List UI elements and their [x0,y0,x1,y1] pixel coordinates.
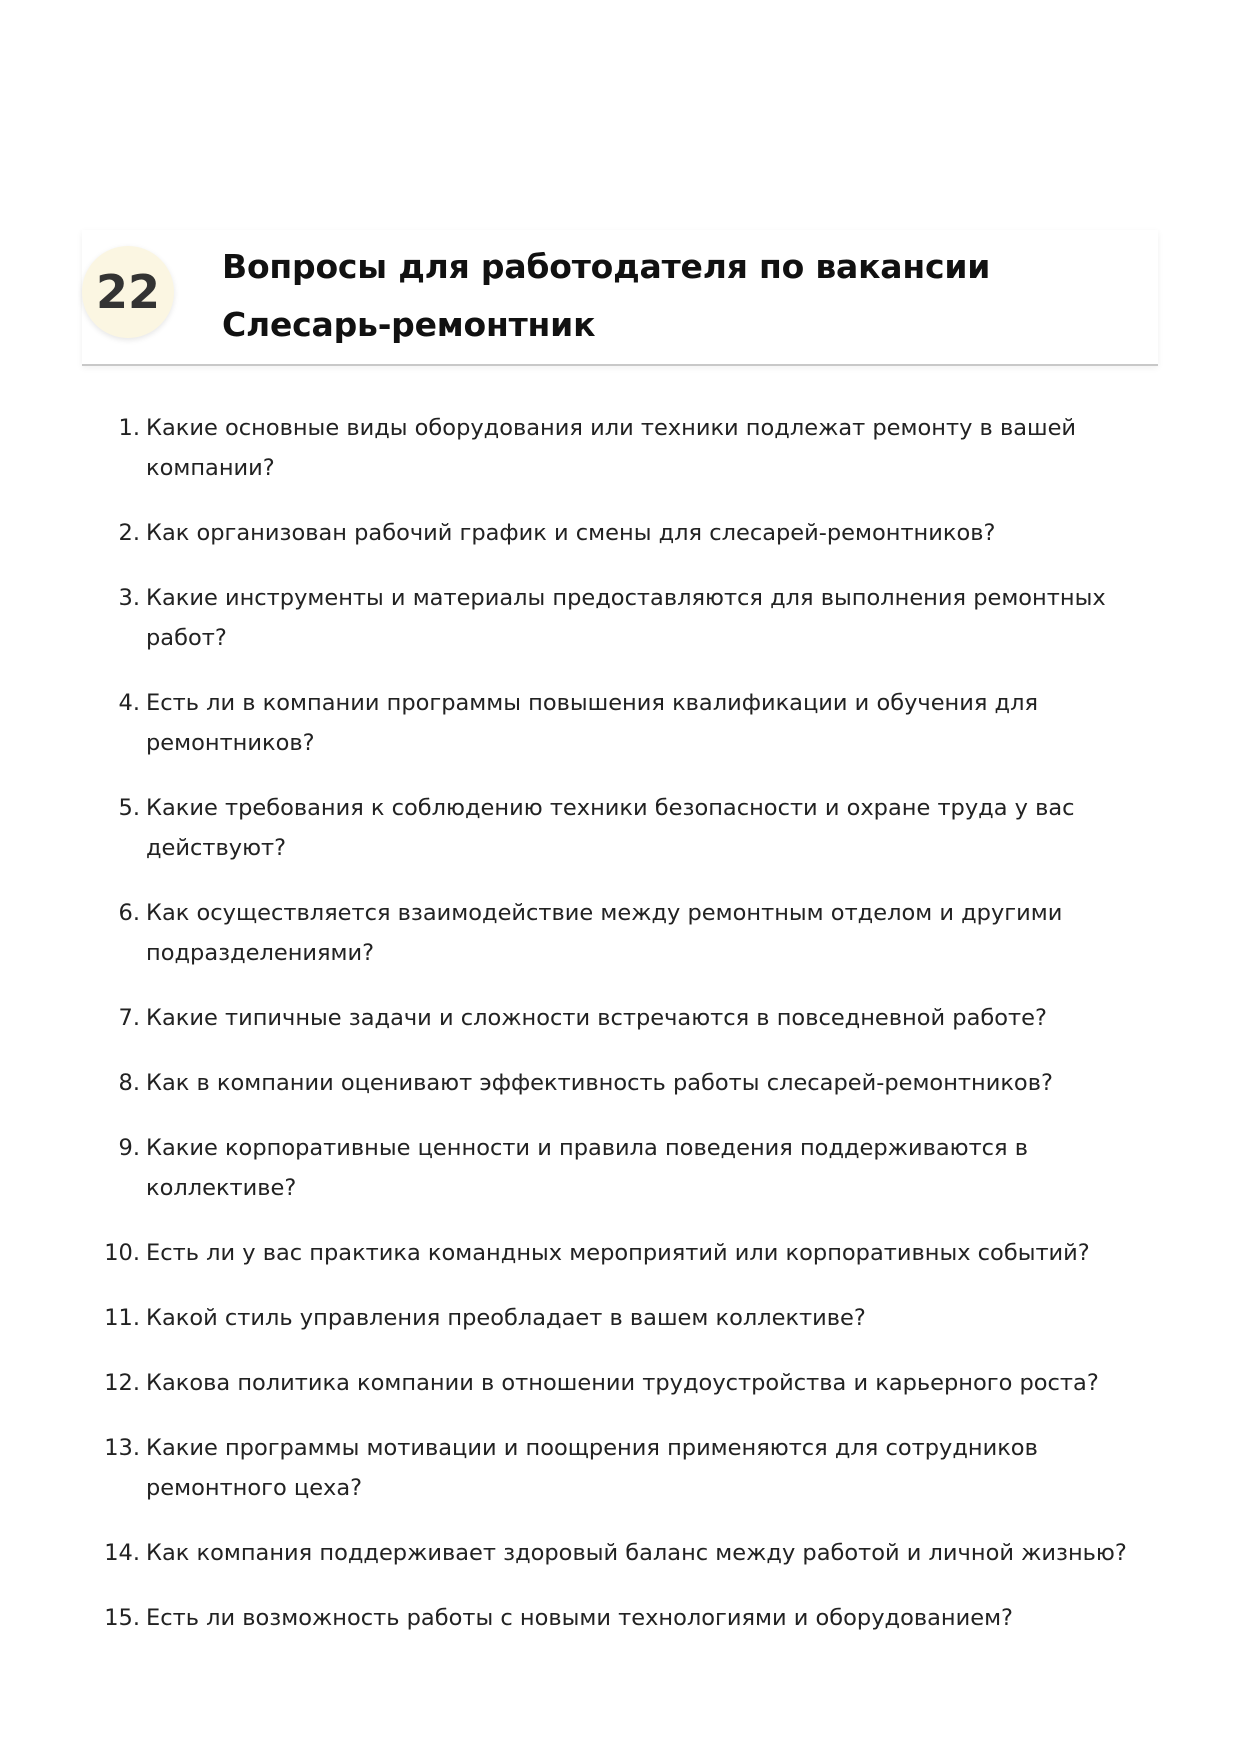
item-text: Есть ли возможность работы с новыми технологиями и оборудованием? [146,1605,1013,1631]
item-text: Есть ли у вас практика командных мероприятий или корпоративных событий? [146,1240,1090,1266]
list-item [82,1428,1162,1508]
list-item [82,1233,1162,1273]
list-item [82,1598,1162,1638]
list-item [82,893,1162,973]
item-number: 1. [118,415,140,441]
list-item [82,788,1162,868]
item-number: 9. [118,1135,140,1161]
item-number: 11. [104,1305,140,1331]
item-text: Какой стиль управления преобладает в вашем коллективе? [146,1305,866,1331]
item-text: Какие программы мотивации и поощрения применяются для сотрудников ремонтного цеха? [146,1435,1038,1501]
item-number: 8. [118,1070,140,1096]
list-item [82,998,1162,1038]
section-title: Вопросы для работодателя по вакансии Слесарь-ремонтник [222,247,991,344]
list-item [82,513,1162,553]
item-text: Какие основные виды оборудования или техники подлежат ремонту в вашей компании? [146,415,1077,481]
item-text: Какие требования к соблюдению техники безопасности и охране труда у вас действуют? [146,795,1075,861]
item-text: Как в компании оценивают эффективность работы слесарей-ремонтников? [146,1070,1053,1096]
list-item [82,1298,1162,1338]
item-number: 14. [104,1540,140,1566]
list-item [82,683,1162,763]
item-number: 2. [118,520,140,546]
item-text: Есть ли в компании программы повышения квалификации и обучения для ремонтников? [146,690,1039,756]
item-number: 7. [118,1005,140,1031]
section-number-badge: 22 [82,246,174,338]
item-text: Какова политика компании в отношении трудоустройства и карьерного роста? [146,1370,1099,1396]
list-item [82,1063,1162,1103]
item-number: 15. [104,1605,140,1631]
item-text: Какие типичные задачи и сложности встречаются в повседневной работе? [146,1005,1047,1031]
item-number: 5. [118,795,140,821]
item-text: Какие корпоративные ценности и правила поведения поддерживаются в коллективе? [146,1135,1028,1201]
item-text: Как компания поддерживает здоровый баланс между работой и личной жизнью? [146,1540,1127,1566]
item-number: 12. [104,1370,140,1396]
item-text: Как осуществляется взаимодействие между ремонтным отделом и другими подразделениями? [146,900,1063,966]
list-item [82,408,1162,488]
list-item [82,1128,1162,1208]
item-text: Как организован рабочий график и смены для слесарей-ремонтников? [146,520,996,546]
list-item [82,1363,1162,1403]
item-number: 4. [118,690,140,716]
item-number: 3. [118,585,140,611]
section-header [82,230,1158,366]
questions-list [82,408,1162,1663]
item-number: 6. [118,900,140,926]
item-number: 10. [104,1240,140,1266]
list-item [82,578,1162,658]
item-number: 13. [104,1435,140,1461]
item-text: Какие инструменты и материалы предоставляются для выполнения ремонтных работ? [146,585,1106,651]
list-item [82,1533,1162,1573]
